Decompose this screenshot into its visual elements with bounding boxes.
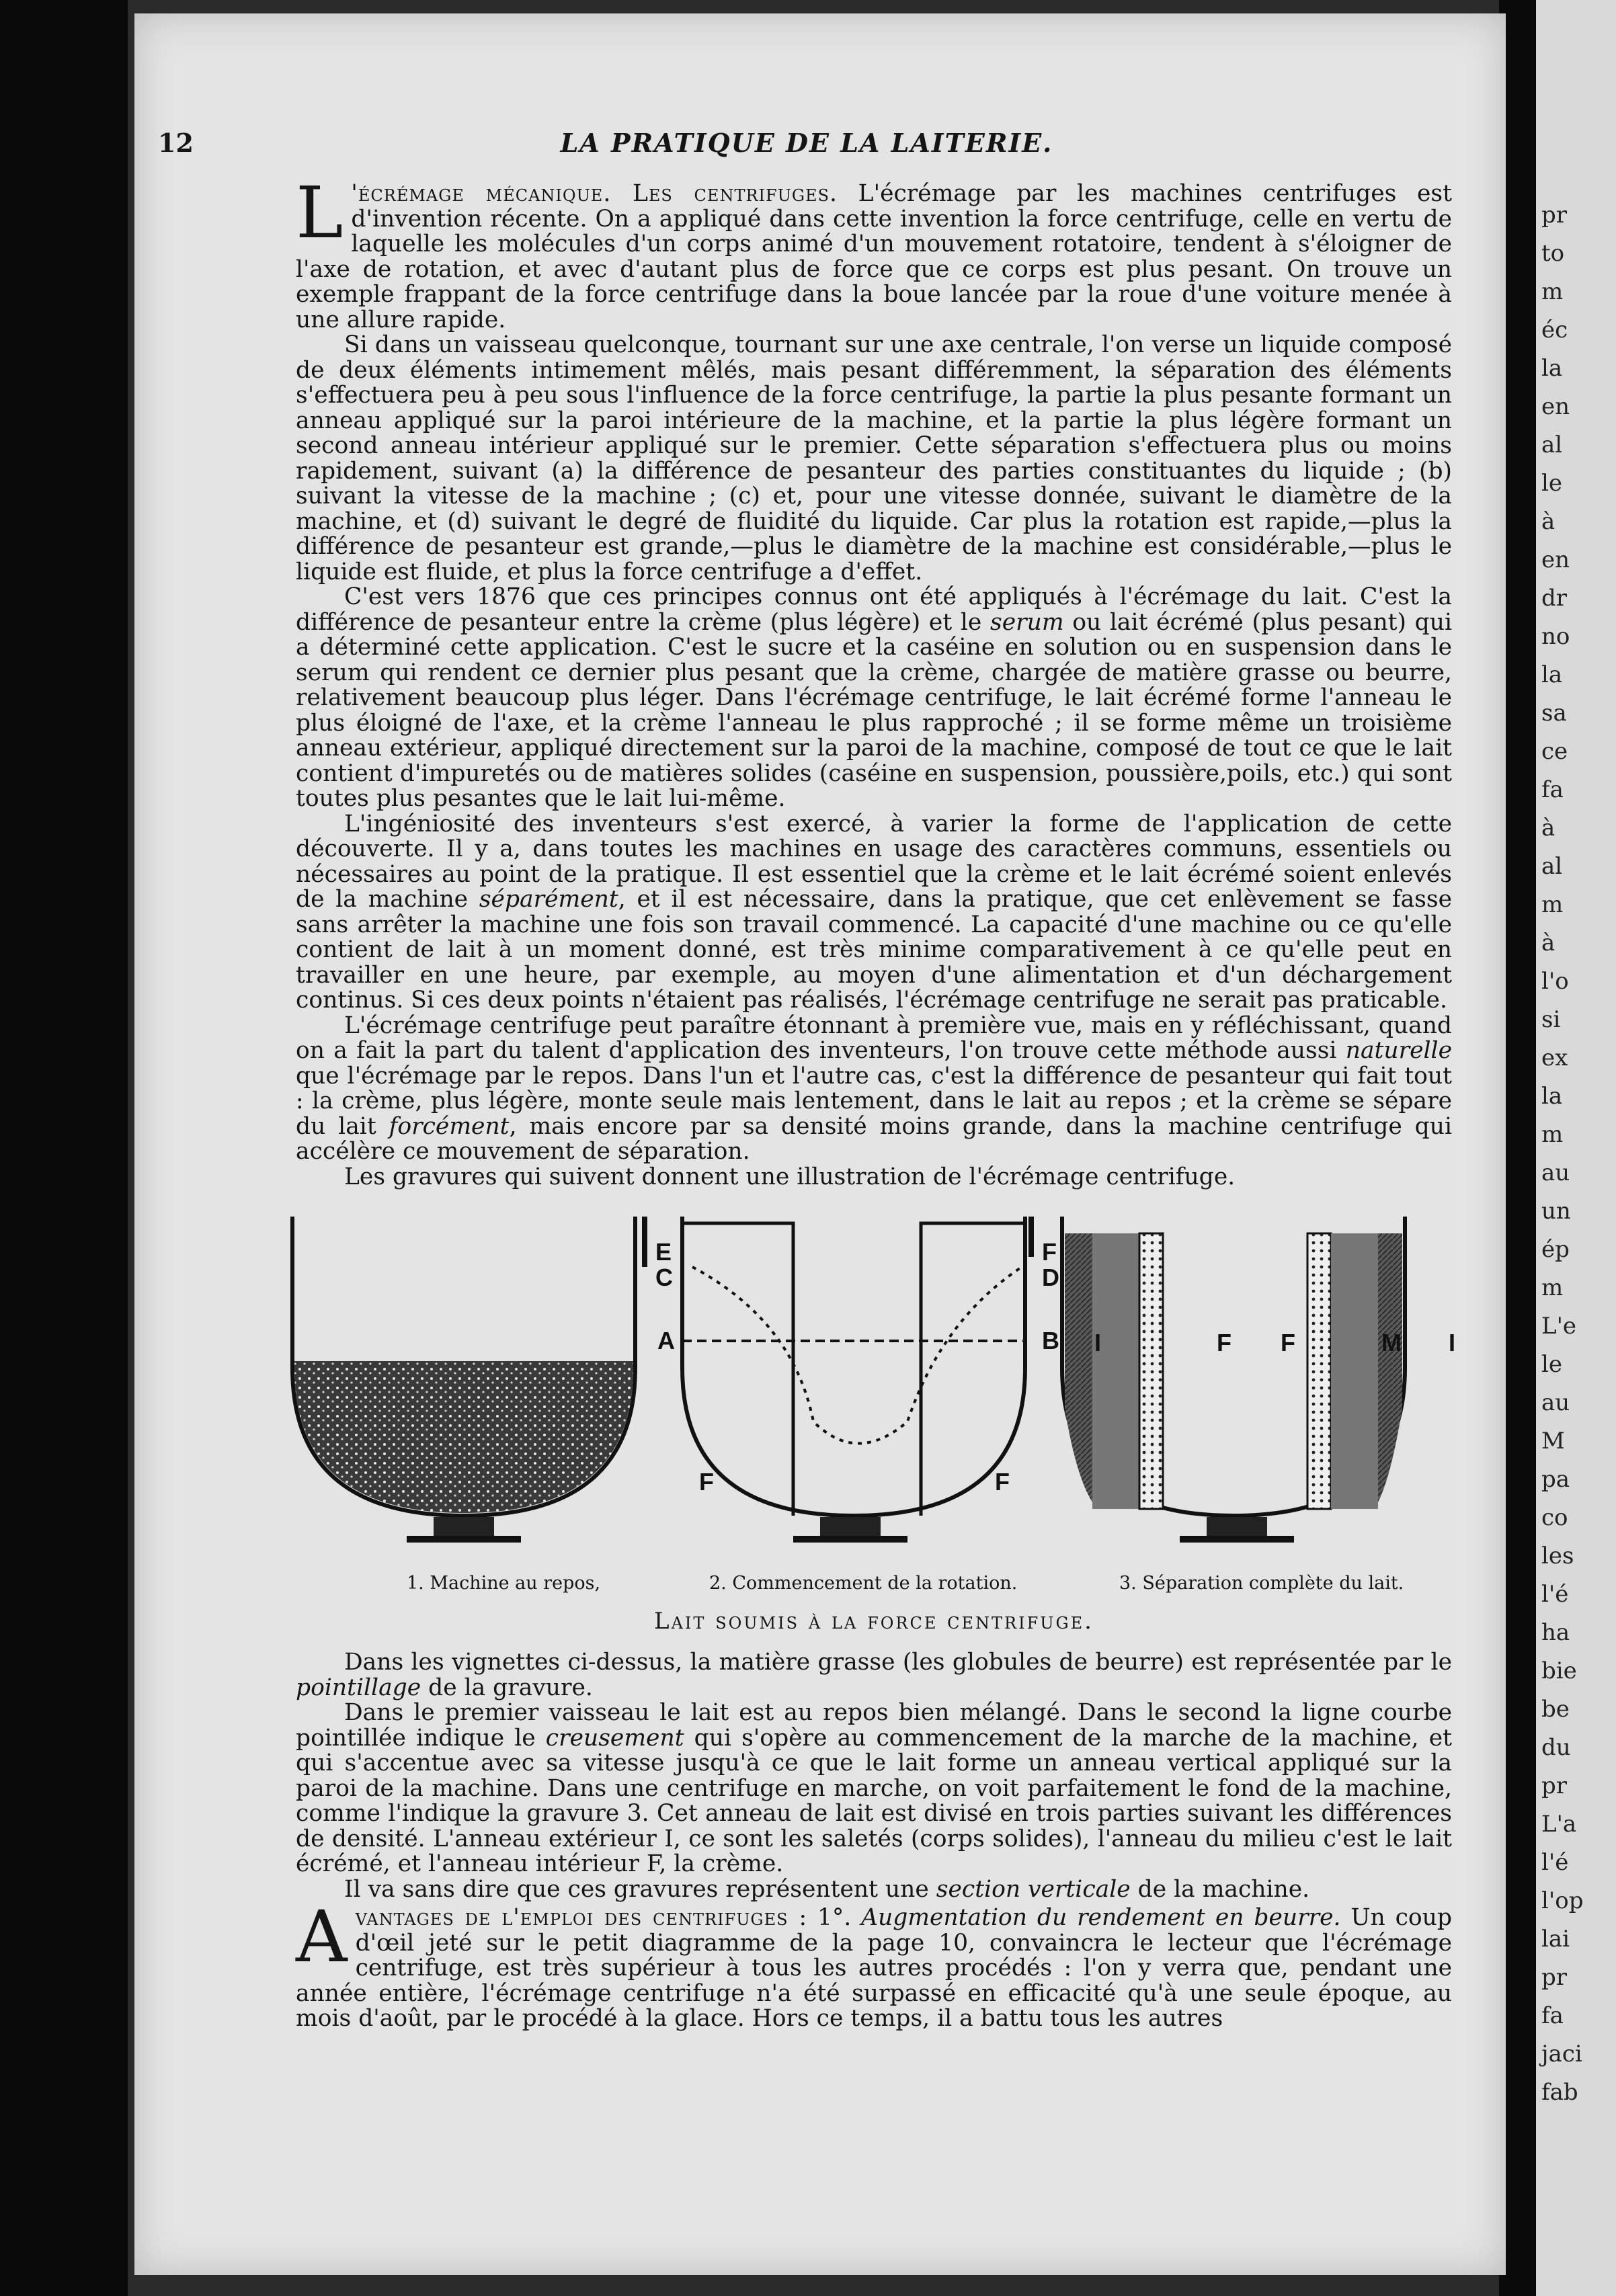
paragraph-text: que l'écrémage par le repos. Dans l'un et l'autre cas, c'est la différence de pesanteur qui fait tout : la crème, plus légère, monte seule mais lentement, dans le lait au repos ; et la crème se sépare du lait (296, 1062, 1452, 1140)
next-page-fragment: du (1541, 1734, 1571, 1761)
section-heading: vantages de l'emploi des centrifuges : (355, 1904, 808, 1931)
figure-title: Lait soumis à la force centrifuge. (654, 1608, 1094, 1635)
emphasis: séparément (479, 886, 618, 913)
drop-cap: L (296, 171, 344, 254)
next-page-fragment: m (1541, 1121, 1564, 1148)
paragraph (296, 1700, 1452, 1877)
paragraph (296, 171, 1453, 333)
paragraph (296, 585, 1452, 812)
paragraph-text: qui s'opère au commencement de la marche de la machine, et qui s'accentue avec sa vitesse jusqu'à ce que le lait forme un anneau vertical appliqué sur la paroi de la machine. Dans une centrifuge en marche, on voit parfaitement le fond de la machine, comme l'indique la gravure 3. Cet anneau de lait est divisé en trois parties suivant les différences de densité. L'anneau extérieur I, ce sont les saletés (corps solides), l'anneau du milieu c'est le lait écrémé, et l'anneau intérieur F, la crème. (296, 1724, 1452, 1877)
next-page-fragment: no (1541, 623, 1570, 650)
emphasis: naturelle (1345, 1037, 1452, 1064)
next-page-fragment: co (1541, 1504, 1568, 1531)
paragraph (296, 1895, 1452, 2032)
next-page-fragment: L'e (1541, 1313, 1577, 1340)
paragraph-text: , et il est nécessaire, dans la pratique, que cet enlèvement se fasse sans arrêter la machine une fois son travail commencé. La capacité d'une machine ou ce qu'elle contient de lait à un moment donné, est très minime comparativement à ce qu'elle peut en travailler en une heure, par exemple, au moyen d'une alimentation et d'un déchargement continus. Si ces deux points n'étaient pas réalisés, l'écrémage centrifuge ne serait pas praticable. (296, 886, 1452, 1014)
next-page-edge (1536, 0, 1616, 2296)
paragraph-text: ou lait écrémé (plus pesant) qui a déterminé cette application. C'est le sucre et la caséine en solution ou en suspension dans le serum qui rendent ce dernier plus pesant que la crème, chargée de matière grasse ou beurre, relativement beaucoup plus léger. Dans l'écrémage centrifuge, le lait écrémé forme l'anneau le plus éloigné de l'axe, et la crème l'anneau le plus rapproché ; il se forme même un troisième anneau extérieur, appliqué directement sur la paroi de la machine, composé de tout ce que le lait contient d'impuretés ou de matières solides (caséine en suspension, poussière,poils, etc.) qui sont toutes plus pesantes que le lait lui-même. (296, 608, 1452, 812)
paragraph-text: de la gravure. (421, 1674, 593, 1701)
figure-caption-1: 1. Machine au repos, (407, 1573, 601, 1594)
next-page-fragment: fa (1541, 2002, 1564, 2029)
paragraph-text: Un coup d'œil jeté sur le petit diagramme de la page 10, convaincra le lecteur que l'écrémage centrifuge, est très supérieur à tous les autres procédés : l'on y verra que, pendant une année entière, l'écrémage centrifuge n'a été surpassé en efficacité qu'à une seule époque, au mois d'août, par le procédé à la glace. Hors ce temps, il a battu tous les autres (296, 1904, 1452, 2032)
next-page-fragment: pa (1541, 1466, 1570, 1493)
label-m: M (1381, 1329, 1402, 1356)
next-page-fragment: la (1541, 355, 1563, 382)
next-page-fragment: la (1541, 661, 1563, 688)
section-centrifuges (296, 171, 1453, 1190)
next-page-fragment: be (1541, 1696, 1570, 1723)
running-title: LA PRATIQUE DE LA LAITERIE. (560, 128, 1053, 158)
next-page-fragment: jaci (1541, 2041, 1582, 2067)
label-f-inner-right: F (1281, 1329, 1295, 1356)
vessel-complete-separation (1028, 1217, 1405, 1543)
next-page-fragment: en (1541, 546, 1570, 573)
next-page-fragment: bie (1541, 1657, 1577, 1684)
next-page-fragment: lai (1541, 1926, 1570, 1953)
next-page-fragment: à (1541, 508, 1556, 535)
page-header (158, 128, 1455, 168)
label-f-left: F (699, 1468, 714, 1495)
emphasis: section verticale (936, 1875, 1131, 1903)
paragraph-text: Il va sans dire que ces gravures représentent une (344, 1875, 936, 1903)
paragraph (296, 1877, 1452, 1903)
next-page-fragment: fa (1541, 776, 1564, 803)
paragraph-text: L'écrémage par les machines centrifuges est d'invention récente. On a appliqué dans cette invention la force centrifuge, celle en vertu de laquelle les molécules d'un corps animé d'un mouvement rotatoire, tendent à s'éloigner de l'axe de rotation, et avec d'autant plus de force que ce corps est plus pesant. On trouve un exemple frappant de la force centrifuge dans la boue lancée par la roue d'une voiture menée à une allure rapide. (296, 180, 1453, 333)
next-page-fragment: sa (1541, 700, 1567, 727)
next-page-fragment: l'é (1541, 1581, 1569, 1608)
label-f-right: F (995, 1468, 1010, 1495)
section-vignettes (296, 1650, 1452, 1902)
next-page-fragment: pr (1541, 1772, 1568, 1799)
label-a: A (657, 1327, 675, 1354)
figure-caption-2: 2. Commencement de la rotation. (709, 1573, 1018, 1594)
emphasis: Augmentation du rendement en beurre. (861, 1904, 1341, 1931)
next-page-fragment: si (1541, 1006, 1561, 1033)
next-page-fragment: m (1541, 891, 1564, 918)
next-page-fragment: al (1541, 432, 1563, 458)
paragraph-text: Dans les vignettes ci-dessus, la matière grasse (les globules de beurre) est représentée par le (344, 1649, 1452, 1676)
next-page-fragment: à (1541, 930, 1556, 956)
next-page-fragment: pr (1541, 1964, 1568, 1991)
label-c: C (655, 1264, 673, 1291)
next-page-fragment: M (1541, 1428, 1565, 1454)
paragraph: Les gravures qui suivent donnent une illustration de l'écrémage centrifuge. (344, 1163, 1236, 1190)
centrifuge-illustration (269, 1206, 1479, 1596)
section-avantages (296, 1895, 1452, 2032)
paragraph-text: Dans le premier vaisseau le lait est au repos bien mélangé. Dans le second la ligne courbe pointillée indique le (296, 1699, 1452, 1752)
next-page-fragment: en (1541, 393, 1570, 420)
next-page-fragment: m (1541, 278, 1564, 305)
next-page-fragment: pr (1541, 202, 1568, 229)
emphasis: creusement (545, 1724, 684, 1752)
emphasis: serum (990, 608, 1064, 636)
next-page-fragment: au (1541, 1159, 1570, 1186)
next-page-fragment: l'o (1541, 968, 1569, 995)
next-page-fragment: au (1541, 1389, 1570, 1416)
paragraph-text: L'écrémage centrifuge peut paraître étonnant à première vue, mais en y réfléchissant, quand on a fait la part du talent d'application des inventeurs, l'on trouve cette méthode aussi (296, 1012, 1452, 1064)
next-page-fragment: ce (1541, 738, 1568, 765)
next-page-fragment: la (1541, 1083, 1563, 1110)
drop-cap: A (296, 1895, 348, 1978)
vessel-at-rest (292, 1217, 635, 1543)
next-page-fragment: le (1541, 1351, 1562, 1378)
paragraph (296, 1014, 1452, 1165)
paragraph-text: , mais encore par sa densité moins grande, dans la machine centrifuge qui accélère ce mouvement de séparation. (296, 1112, 1452, 1165)
label-i-left: I (1094, 1329, 1102, 1356)
emphasis: pointillage (296, 1674, 421, 1701)
next-page-fragment: al (1541, 853, 1563, 880)
next-page-fragment: les (1541, 1543, 1574, 1569)
paragraph (296, 812, 1452, 1014)
section-heading: 'écrémage mécanique. Les centrifuges. (351, 180, 838, 207)
paragraph-text: de la machine. (1130, 1875, 1310, 1903)
next-page-fragment: l'é (1541, 1849, 1569, 1876)
next-page-fragment: L'a (1541, 1811, 1577, 1838)
next-page-fragment: ha (1541, 1619, 1570, 1646)
next-page-fragment: ép (1541, 1236, 1570, 1263)
page-number: 12 (158, 128, 194, 158)
next-page-fragment: to (1541, 240, 1565, 267)
paragraph-text: L'ingéniosité des inventeurs s'est exercé, à varier la forme de l'application de cette découverte. Il y a, dans toutes les machines en usage des caractères communs, essentiels ou nécessaires au point de la pratique. Il est essentiel que la crème et le lait écrémé soient enlevés de la machine (296, 810, 1452, 913)
next-page-fragment: le (1541, 470, 1562, 497)
next-page-fragment: un (1541, 1198, 1571, 1225)
heading-number: 1°. (807, 1904, 862, 1931)
label-d: D (1042, 1264, 1059, 1291)
label-f-top: F (1042, 1238, 1057, 1266)
label-b: B (1042, 1327, 1059, 1354)
next-page-fragment: dr (1541, 585, 1568, 612)
paragraph (296, 1650, 1452, 1700)
label-e: E (655, 1238, 672, 1266)
label-f-inner-left: F (1217, 1329, 1231, 1356)
next-page-fragment: m (1541, 1274, 1564, 1301)
next-page-fragment: fab (1541, 2079, 1578, 2106)
figure-caption-3: 3. Séparation complète du lait. (1119, 1573, 1404, 1594)
emphasis: forcément (389, 1112, 510, 1140)
paragraph-text: C'est vers 1876 que ces principes connus ont été appliqués à l'écrémage du lait. C'est la différence de pesanteur entre la crème (plus légère) et le (296, 583, 1452, 636)
next-page-fragment: ex (1541, 1044, 1568, 1071)
paragraph: Si dans un vaisseau quelconque, tournant sur une axe centrale, l'on verse un liquide composé de deux éléments intimement mêlés, mais pesant différemment, la séparation des éléments s'effectuera peu à peu sous l'influence de la force centrifuge, la partie la plus pesante formant un anneau appliqué sur la paroi intérieure de la machine, et la partie la plus légère formant un second anneau intérieur appliqué sur le premier. Cette séparation s'effectuera plus ou moins rapidement, suivant (a) la différence de pesanteur des parties constituantes du liquide ; (b) suivant la vitesse de la machine ; (c) et, pour une vitesse donnée, suivant le diamètre de la machine, et (d) suivant le degré de fluidité du liquide. Car plus la rotation est rapide,—plus la différence de pesanteur est grande,—plus le diamètre de la machine est considérable,—plus le liquide est fluide, et plus la force centrifuge a d'effet. (296, 331, 1452, 585)
next-page-fragment: l'op (1541, 1887, 1584, 1914)
next-page-fragment: à (1541, 815, 1556, 842)
next-page-fragment: éc (1541, 317, 1568, 343)
centrifuge-figure (269, 1206, 1479, 1596)
label-i-right: I (1449, 1329, 1456, 1356)
